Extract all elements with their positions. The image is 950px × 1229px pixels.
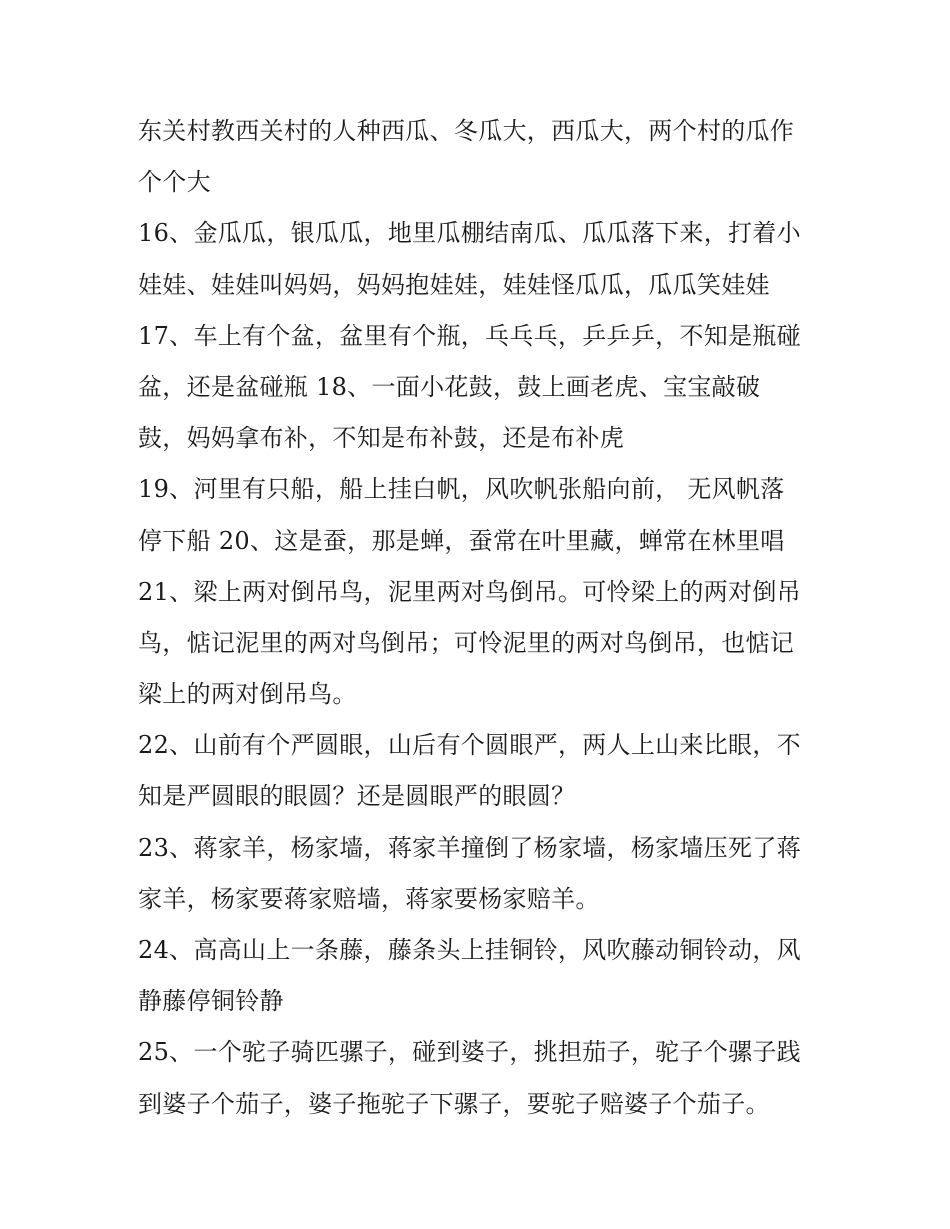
- text-line: 到婆子个茄子，婆子拖驼子下骡子，要驼子赔婆子个茄子。: [138, 1089, 770, 1118]
- text-line: 静藤停铜铃静: [138, 987, 284, 1016]
- text-line: 鸟，惦记泥里的两对鸟倒吊；可怜泥里的两对鸟倒吊，也惦记: [138, 628, 795, 657]
- text-line: 家羊，杨家要蒋家赔墙，蒋家要杨家赔羊。: [138, 884, 600, 913]
- text-line: 25、一个驼子骑匹骡子，碰到婆子，挑担茄子，驼子个骡子践: [138, 1038, 801, 1067]
- document-body: [138, 106, 828, 1130]
- text-line: 知是严圆眼的眼圆？还是圆眼严的眼圆？: [138, 782, 576, 811]
- text-line: 东关村教西关村的人种西瓜、冬瓜大，西瓜大，两个村的瓜作: [138, 117, 795, 145]
- text-line: 鼓，妈妈拿布补，不知是布补鼓，还是布补虎: [138, 424, 624, 453]
- text-line: 19、河里有只船，船上挂白帆，风吹帆张船向前， 无风帆落: [138, 475, 785, 504]
- text-line: 16、金瓜瓜，银瓜瓜，地里瓜棚结南瓜、瓜瓜落下来，打着小: [138, 219, 801, 248]
- text-line: 停下船 20、这是蚕，那是蝉，蚕常在叶里藏，蝉常在林里唱: [138, 526, 785, 555]
- text-line: 23、蒋家羊，杨家墙，蒋家羊撞倒了杨家墙，杨家墙压死了蒋: [138, 833, 801, 862]
- text-line: 盆，还是盆碰瓶 18、一面小花鼓，鼓上画老虎、宝宝敲破: [138, 372, 761, 401]
- text-line: 21、梁上两对倒吊鸟，泥里两对鸟倒吊。可怜梁上的两对倒吊: [138, 577, 801, 606]
- text-line: 17、车上有个盆，盆里有个瓶，乓乓乓，乒乒乒，不知是瓶碰: [138, 321, 801, 350]
- text-line: 24、高高山上一条藤，藤条头上挂铜铃，风吹藤动铜铃动，风: [138, 936, 801, 964]
- text-line: 娃娃、娃娃叫妈妈，妈妈抱娃娃，娃娃怪瓜瓜，瓜瓜笑娃娃: [138, 270, 770, 299]
- text-line: 22、山前有个严圆眼，山后有个圆眼严，两人上山来比眼，不: [138, 731, 801, 760]
- text-line: 梁上的两对倒吊鸟。: [138, 680, 357, 709]
- text-line: 个个大: [138, 168, 211, 197]
